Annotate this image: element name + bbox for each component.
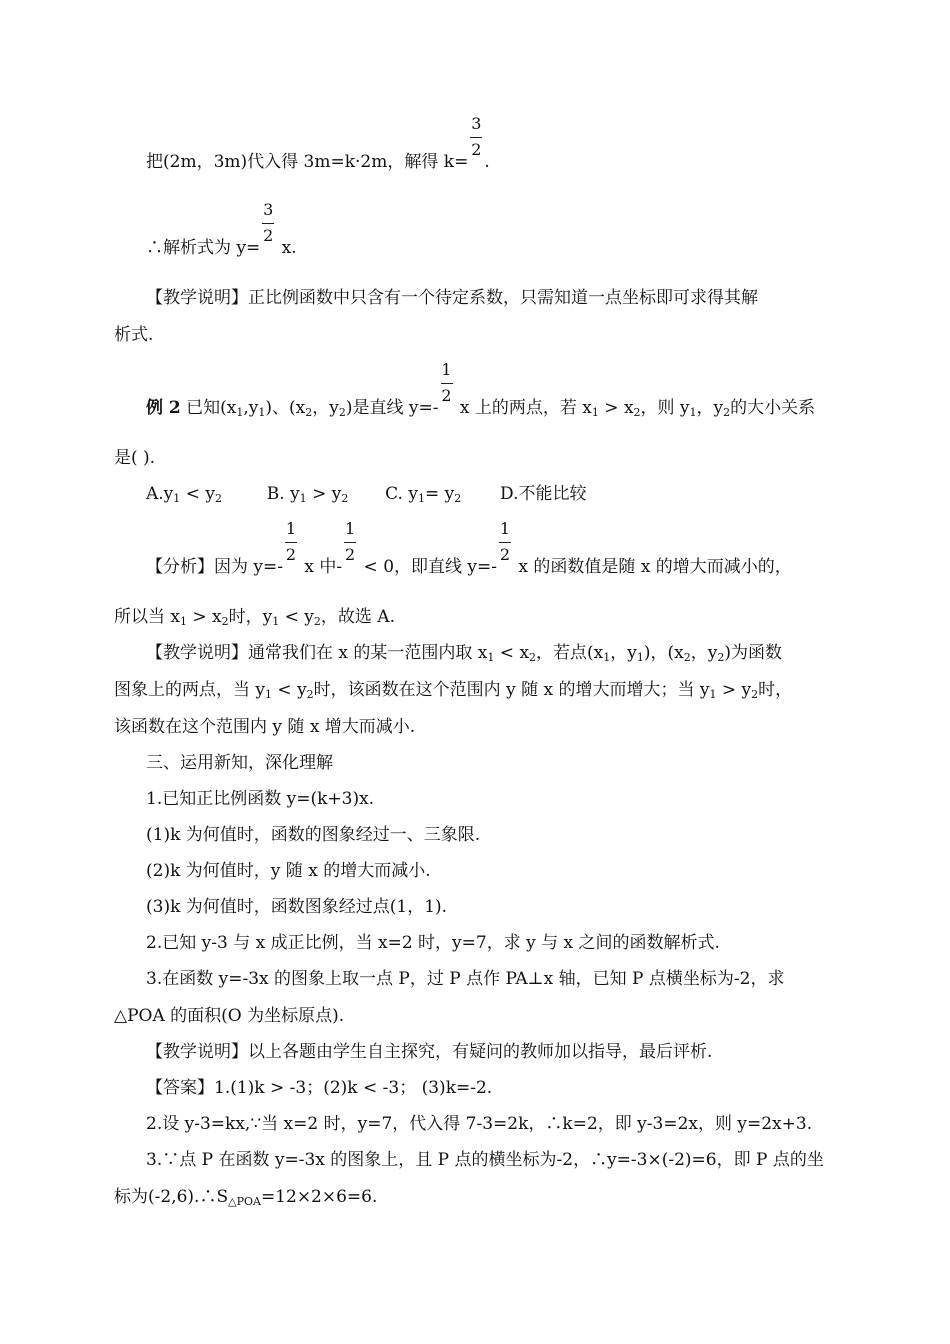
subscript: 2 xyxy=(338,406,346,419)
exercise-1-part-3: (3)k 为何值时，函数图象经过点(1，1). xyxy=(146,897,448,917)
exercise-1: 1.已知正比例函数 y=(k+3)x. xyxy=(146,789,375,809)
denominator: 2 xyxy=(499,545,511,564)
text: x 上的两点，若 x xyxy=(454,398,592,418)
example-label: 例 2 xyxy=(146,398,181,418)
analysis-cont: 所以当 $x_1 > x_2$时，$y_1 < y_2$，故选 A. xyxy=(114,607,395,628)
denominator: 2 xyxy=(263,226,274,245)
subscript: 1 xyxy=(591,406,599,419)
text: ，y xyxy=(312,398,339,418)
teaching-note-2-end: 该函数在这个范围内 y 随 x 增大而减小. xyxy=(114,717,416,737)
teaching-note-2: 【教学说明】通常我们在 x 的某一范围内取 $x_1 < x_2$，若点($x_1$，$y_1$)，($x_2$，$y_2$)为函数 xyxy=(146,643,782,664)
text: )、(x xyxy=(265,398,306,418)
exercise-3: 3.在函数 y=-3x 的图象上取一点 P，过 P 点作 PA⊥x 轴，已知 P 点横坐标为-2，求 xyxy=(146,969,785,989)
option-b: B. $y_1 > y_2$ xyxy=(266,484,349,505)
numerator: 1 xyxy=(441,360,452,379)
subscript: 2 xyxy=(633,406,641,419)
fraction-three-halves xyxy=(261,200,275,253)
option-d: D.不能比较 xyxy=(500,484,587,504)
text: 的大小关系 xyxy=(730,398,816,418)
text: x. xyxy=(276,238,297,258)
answer-3-cont: 标为$(-2,6).\therefore S_{\triangle POA}=12\times 2\times 6=6$. xyxy=(114,1187,378,1208)
section-heading: 三、运用新知，深化理解 xyxy=(146,753,333,773)
text: 【分析】因为 y=- xyxy=(146,557,283,577)
denominator: 2 xyxy=(441,386,452,405)
answer-2: 2.设 y-3=kx,∵当 x=2 时，y=7，代入得 7-3=2k，∴k=2，即 y-3=2x，则 y=2x+3. xyxy=(146,1114,813,1134)
teaching-note-3: 【教学说明】以上各题由学生自主探究，有疑问的教师加以指导，最后评析. xyxy=(146,1042,713,1062)
option-c: C. $y_1= y_2$ xyxy=(385,484,462,505)
text: 把(2m，3m)代入得 3m=k·2m，解得 k= xyxy=(146,152,469,172)
exercise-1-part-1: (1)k 为何值时，函数的图象经过一、三象限. xyxy=(146,825,481,845)
fraction-one-half xyxy=(440,360,454,413)
example-2-line xyxy=(146,360,816,419)
denominator: 2 xyxy=(471,140,482,159)
text: )是直线 y=- xyxy=(345,398,439,418)
analysis-line xyxy=(146,519,792,578)
numerator: 1 xyxy=(499,519,511,538)
exercise-3-cont: △POA 的面积(O 为坐标原点). xyxy=(114,1006,345,1026)
fraction-three-halves xyxy=(469,114,483,167)
exercise-1-part-2: (2)k 为何值时，y 随 x 的增大而减小. xyxy=(146,861,431,881)
fraction-one-half xyxy=(498,519,512,572)
teaching-note-1-cont: 析式. xyxy=(114,325,154,345)
text: > x xyxy=(598,398,634,418)
options-line xyxy=(146,483,586,505)
text: 已知(x xyxy=(180,398,237,418)
denominator: 2 xyxy=(285,545,297,564)
numerator: 1 xyxy=(345,519,356,538)
text: ，y xyxy=(696,398,724,418)
numerator: 3 xyxy=(471,114,482,133)
text: ，则 y xyxy=(640,398,690,418)
exercise-2: 2.已知 y-3 与 x 成正比例，当 x=2 时，y=7，求 y 与 x 之间的函数解析式. xyxy=(146,933,720,953)
subscript: 2 xyxy=(723,406,731,419)
example-2-cont: 是( ). xyxy=(114,448,156,468)
expression-line xyxy=(146,200,297,259)
answer-1: 【答案】1.(1)k > -3；(2)k < -3； (3)k=-2. xyxy=(146,1078,493,1098)
numerator: 3 xyxy=(263,200,274,219)
text: x 中- xyxy=(299,557,343,577)
teaching-note-1: 【教学说明】正比例函数中只含有一个待定系数，只需知道一点坐标即可求得其解 xyxy=(146,288,758,308)
text: ∴解析式为 y= xyxy=(146,238,261,258)
option-a: $A.y_1 < y_2$ xyxy=(146,484,222,505)
fraction-one-half xyxy=(284,519,298,572)
denominator: 2 xyxy=(345,545,356,564)
subscript: 2 xyxy=(305,406,313,419)
text: ,y xyxy=(243,398,259,418)
subscript: 1 xyxy=(689,406,697,419)
fraction-one-half xyxy=(343,519,357,572)
numerator: 1 xyxy=(285,519,297,538)
text: < 0，即直线 y=- xyxy=(358,557,498,577)
teaching-note-2-cont: 图象上的两点，当 $y_1 < y_2$时，该函数在这个范围内 y 随 x 的增大而增大；当 $y_1 > y_2$时， xyxy=(114,680,793,701)
text: x 的函数值是随 x 的增大而减小的， xyxy=(513,557,792,577)
answer-3: 3.∵点 P 在函数 y=-3x 的图象上，且 P 点的横坐标为-2，∴y=-3×(-2)=6，即 P 点的坐 xyxy=(146,1150,824,1170)
solve-k-line xyxy=(146,114,490,173)
subscript: 1 xyxy=(236,406,244,419)
text: . xyxy=(484,152,490,172)
subscript: 1 xyxy=(258,406,266,419)
